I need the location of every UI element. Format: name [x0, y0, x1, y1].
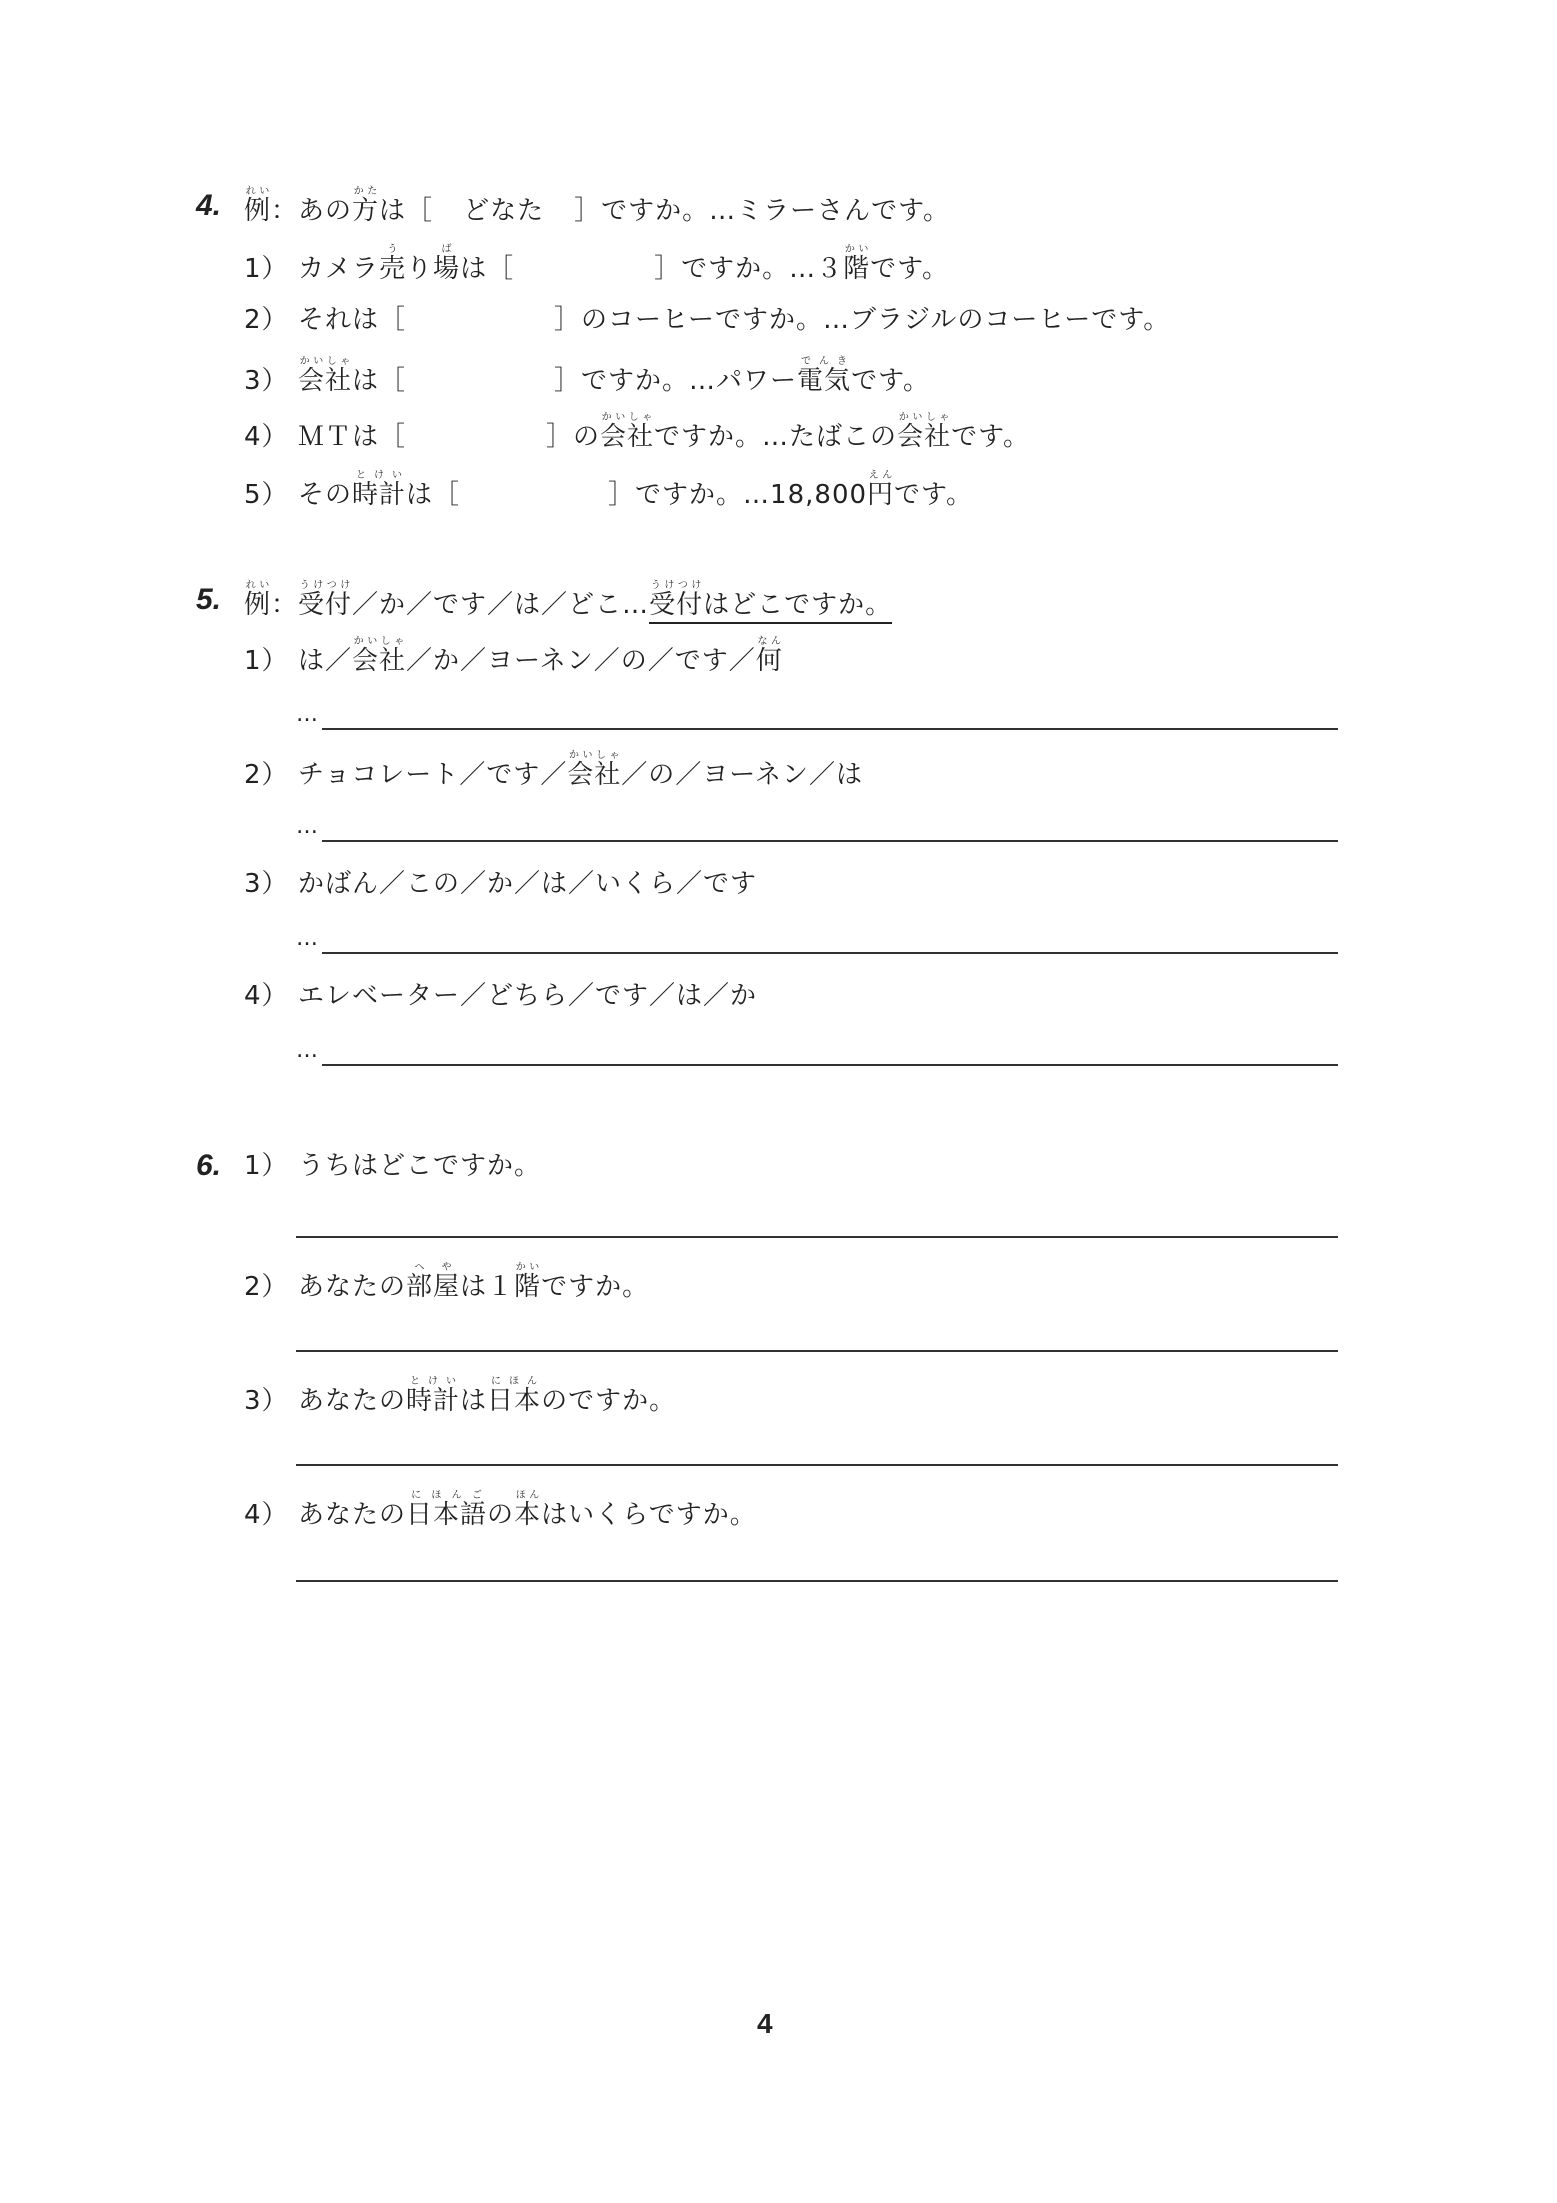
- answer-line[interactable]: [296, 1236, 1338, 1238]
- answer-dots: …: [296, 1038, 318, 1063]
- answer-line[interactable]: [296, 1580, 1338, 1582]
- example-answer: どなた: [463, 196, 545, 226]
- answer-dots: …: [296, 926, 318, 951]
- section-4-item-1: 1） カメラ売うり場ばは［ ］ですか。…３階かいです。: [244, 244, 950, 284]
- section-6-item-3: 3） あなたの時計とけいは日本にほんのですか。: [244, 1376, 677, 1416]
- answer-dots: …: [296, 814, 318, 839]
- section-5-item-4: 4） エレベーター／どちら／です／は／か: [244, 981, 758, 1011]
- section-6-item-2: 2） あなたの部屋へやは１階かいですか。: [244, 1262, 650, 1302]
- section-4-item-4: 4） ＭＴは［ ］の会社かいしゃですか。…たばこの会社かいしゃです。: [244, 412, 1030, 452]
- answer-line[interactable]: [296, 1464, 1338, 1466]
- section-4-number: 4.: [196, 189, 222, 222]
- section-4-item-5: 5） その時計とけいは［ ］ですか。…18,800円えんです。: [244, 470, 973, 510]
- section-6-item-4: 4） あなたの日本語にほんごの本ほんはいくらですか。: [244, 1490, 757, 1530]
- section-5-item-3: 3） かばん／この／か／は／いくら／です: [244, 869, 758, 899]
- section-4-item-2: 2） それは［ ］のコーヒーですか。…ブラジルのコーヒーです。: [244, 305, 1171, 335]
- answer-line[interactable]: [322, 840, 1338, 842]
- section-5-example: 例れい：受付うけつけ／か／です／は／どこ…受付うけつけはどこですか。: [244, 580, 892, 625]
- section-5-item-1: 1） は／会社かいしゃ／か／ヨーネン／の／です／何なん: [244, 636, 783, 676]
- section-6-item-1: 1） うちはどこですか。: [244, 1151, 542, 1181]
- answer-line[interactable]: [296, 1350, 1338, 1352]
- page-number: 4: [757, 2008, 773, 2039]
- section-5-item-2: 2） チョコレート／です／会社かいしゃ／の／ヨーネン／は: [244, 750, 863, 790]
- section-6-number: 6.: [196, 1149, 222, 1182]
- answer-dots: …: [296, 702, 318, 727]
- section-4-example: 例れい：あの方かたは［ どなた ］ですか。…ミラーさんです。: [244, 186, 950, 226]
- answer-line[interactable]: [322, 952, 1338, 954]
- section-5-number: 5.: [196, 583, 222, 616]
- answer-line[interactable]: [322, 728, 1338, 730]
- section-4-item-3: 3） 会社かいしゃは［ ］ですか。…パワー電気でんきです。: [244, 356, 930, 396]
- answer-line[interactable]: [322, 1064, 1338, 1066]
- example-answer: 受付うけつけはどこですか。: [649, 590, 892, 624]
